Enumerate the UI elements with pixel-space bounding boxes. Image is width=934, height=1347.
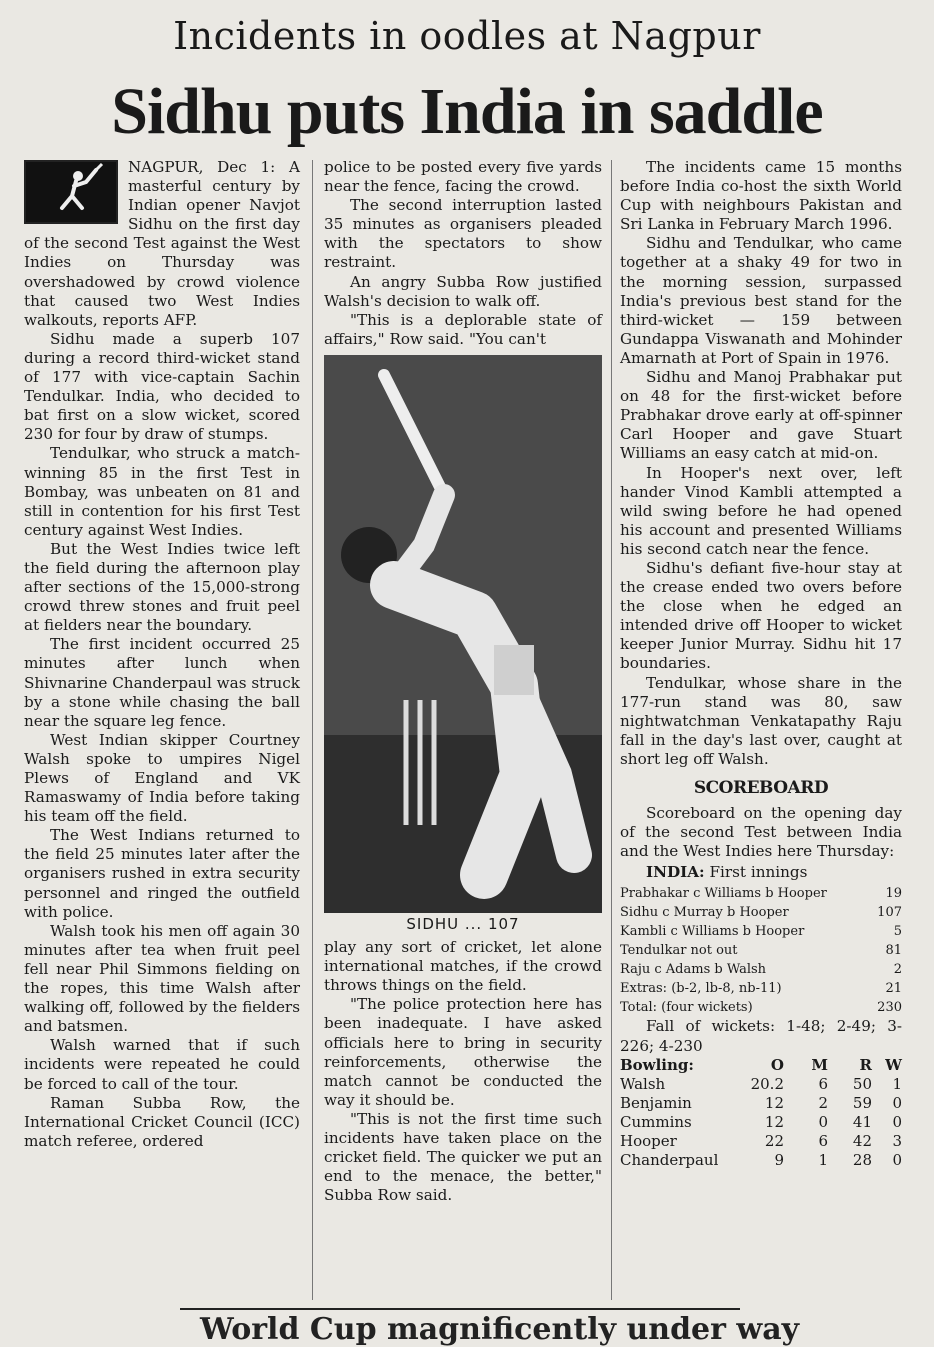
wickets: 0 [892, 1150, 902, 1169]
scoreboard-title: SCOREBOARD [693, 778, 829, 798]
article-column-2 [324, 158, 602, 1205]
runs: 107 [877, 905, 902, 921]
batting-row [620, 998, 902, 1017]
wickets: 1 [892, 1074, 902, 1093]
bowling-header [620, 1056, 902, 1075]
bowling-row [620, 1075, 902, 1094]
bowler: Benjamin [620, 1093, 692, 1112]
paragraph: The first incident occurred 25 minutes after lunch when Shivnarine Chanderpaul was struck by a stone while chasing the ball near the square leg fence. [24, 635, 300, 730]
bowling-row [620, 1094, 902, 1113]
paragraph: Raman Subba Row, the International Cricket Council (ICC) match referee, ordered [24, 1093, 300, 1150]
paragraph: Sidhu made a superb 107 during a record third-wicket stand of 177 with vice-captain Sachin Tendulkar. India, who decided to bat first on a slow wicket, scored 230 for four by draw of stumps. [24, 329, 300, 444]
wickets: 3 [892, 1131, 902, 1150]
bowler: Hooper [620, 1131, 677, 1150]
innings-team: INDIA: [646, 863, 705, 882]
runs: 5 [893, 924, 902, 940]
maidens: 1 [818, 1150, 828, 1169]
runs: 42 [852, 1131, 872, 1150]
batsman: Tendulkar not out [620, 943, 738, 959]
col-m: M [811, 1055, 828, 1074]
fall-of-wickets: Fall of wickets: 1-48; 2-49; 3-226; 4-230 [620, 1017, 902, 1055]
paragraph: "This is a deplorable state of affairs," Row said. "You can't [324, 310, 602, 348]
kicker: Incidents in oodles at Nagpur [173, 14, 761, 58]
runs: 81 [885, 943, 902, 959]
column-rule [611, 160, 612, 1300]
batsman: Raju c Adams b Walsh [620, 962, 767, 978]
runs: 59 [852, 1093, 872, 1112]
next-article-teaser [180, 1308, 800, 1347]
maidens: 0 [818, 1112, 828, 1131]
scoreboard-intro: Scoreboard on the opening day of the second Test between India and the West Indies here Thursday: [620, 804, 902, 861]
paragraph: police to be posted every five yards near the fence, facing the crowd. [324, 158, 602, 196]
paragraph: play any sort of cricket, let alone international matches, if the crowd throws things on the field. [324, 938, 602, 995]
bowling-row [620, 1151, 902, 1170]
paragraph: "The police protection here has been inadequate. I have asked officials here to bring in security reinforcements, otherwise the match cannot be conducted the way it should be. [324, 995, 602, 1109]
col-o: O [770, 1055, 784, 1074]
overs: 9 [774, 1150, 784, 1169]
paragraph: Walsh took his men off again 30 minutes after tea when fruit peel fell near Phil Simmons fielding on the ropes, this time Walsh after walking off, followed by the fielders and batsmen. [24, 921, 300, 1036]
runs: 230 [877, 1000, 902, 1016]
batting-list [620, 884, 902, 1017]
paragraph: But the West Indies twice left the field during the afternoon play after sections of the 15,000-strong crowd threw stones and fruit peel at fielders near the boundary. [24, 539, 300, 635]
paragraph: Tendulkar, whose share in the 177-run stand was 80, saw nightwatchman Venkatapathy Raju fall in the day's last over, caught at short leg off Walsh. [620, 673, 902, 768]
paragraph: NAGPUR, Dec 1: A masterful century by Indian opener Navjot Sidhu on the first day of the second Test against the West Indies on Thursday was overshadowed by crowd violence that caused two West Indies walkouts, reports AFP. [24, 158, 300, 329]
wickets: 0 [892, 1112, 902, 1131]
paragraph: Sidhu's defiant five-hour stay at the crease ended two overs before the close when he edged an intended drive off Hooper to wicket keeper Junior Murray. Sidhu hit 17 boundaries. [620, 558, 902, 673]
paragraph: The West Indians returned to the field 25 minutes later after the organisers rushed in extra security personnel and ringed the outfield with police. [24, 826, 300, 921]
photo-caption: SIDHU ... 107 [406, 914, 520, 933]
bowling-row [620, 1113, 902, 1132]
innings-label: First innings [709, 863, 808, 882]
col-w: W [885, 1055, 902, 1074]
batsman: Prabhakar c Williams b Hooper [620, 886, 827, 902]
bowler: Chanderpaul [620, 1150, 719, 1169]
article-column-3 [620, 158, 902, 1170]
runs: 50 [852, 1074, 872, 1093]
col-r: R [859, 1055, 872, 1074]
runs: 2 [893, 962, 902, 978]
runs: 28 [852, 1150, 872, 1169]
batting-row [620, 979, 902, 998]
paragraph: Sidhu and Manoj Prabhakar put on 48 for the first-wicket before Prabhakar drove early at off-spinner Carl Hooper and gave Stuart Williams an easy catch at mid-on. [620, 368, 902, 463]
column-rule [312, 160, 313, 1300]
batsman: Sidhu c Murray b Hooper [620, 905, 789, 921]
bowling-label: Bowling: [620, 1055, 694, 1074]
bowler: Walsh [620, 1074, 666, 1093]
batting-row [620, 903, 902, 922]
overs: 12 [764, 1093, 784, 1112]
batting-row [620, 884, 902, 903]
batsman: Total: (four wickets) [620, 1000, 753, 1016]
runs: 19 [885, 886, 902, 902]
overs: 22 [764, 1131, 784, 1150]
batting-row [620, 960, 902, 979]
maidens: 6 [818, 1074, 828, 1093]
cricket-logo-icon [24, 160, 118, 224]
article-column-1 [24, 158, 300, 1151]
paragraph: Tendulkar, who struck a match-winning 85 in the first Test in Bombay, was unbeaten on 81 and still in contention for his first Test century against West Indies. [24, 444, 300, 539]
maidens: 6 [818, 1131, 828, 1150]
overs: 12 [764, 1112, 784, 1131]
batting-row [620, 941, 902, 960]
batting-row [620, 922, 902, 941]
paragraph: The second interruption lasted 35 minutes as organisers pleaded with the spectators to show restraint. [324, 196, 602, 272]
paragraph: Sidhu and Tendulkar, who came together at a shaky 49 for two in the morning session, surpassed India's previous best stand for the third-wicket — 159 between Gundappa Viswanath and Mohinder Amarnath at Port of Spain in 1976. [620, 234, 902, 367]
teaser-headline: World Cup magnificently under way [200, 1312, 800, 1347]
maidens: 2 [818, 1093, 828, 1112]
runs: 41 [852, 1112, 872, 1131]
headline: Sidhu puts India in saddle [111, 75, 823, 148]
paragraph: "This is not the first time such incidents have taken place on the cricket field. The quicker we put an end to the menace, the better," Subba Row said. [324, 1109, 602, 1205]
paragraph: Walsh warned that if such incidents were repeated he could be forced to call of the tour. [24, 1036, 300, 1093]
batsman: Kambli c Williams b Hooper [620, 924, 805, 940]
wickets: 0 [892, 1093, 902, 1112]
paragraph: The incidents came 15 months before India co-host the sixth World Cup with neighbours Pakistan and Sri Lanka in February March 1996. [620, 158, 902, 234]
bowler: Cummins [620, 1112, 692, 1131]
paragraph: In Hooper's next over, left hander Vinod Kambli attempted a wild swing before he had opened his account and presented Williams his second catch near the fence. [620, 463, 902, 558]
paragraph: An angry Subba Row justified Walsh's decision to walk off. [324, 272, 602, 310]
batsman: Extras: (b-2, lb-8, nb-11) [620, 981, 782, 997]
overs: 20.2 [750, 1074, 784, 1093]
bowling-row [620, 1132, 902, 1151]
innings-header [646, 863, 902, 882]
batsman-photo [324, 355, 602, 913]
paragraph: West Indian skipper Courtney Walsh spoke to umpires Nigel Plews of England and VK Ramaswamy of India before taking his team off the field. [24, 730, 300, 826]
runs: 21 [885, 981, 902, 997]
